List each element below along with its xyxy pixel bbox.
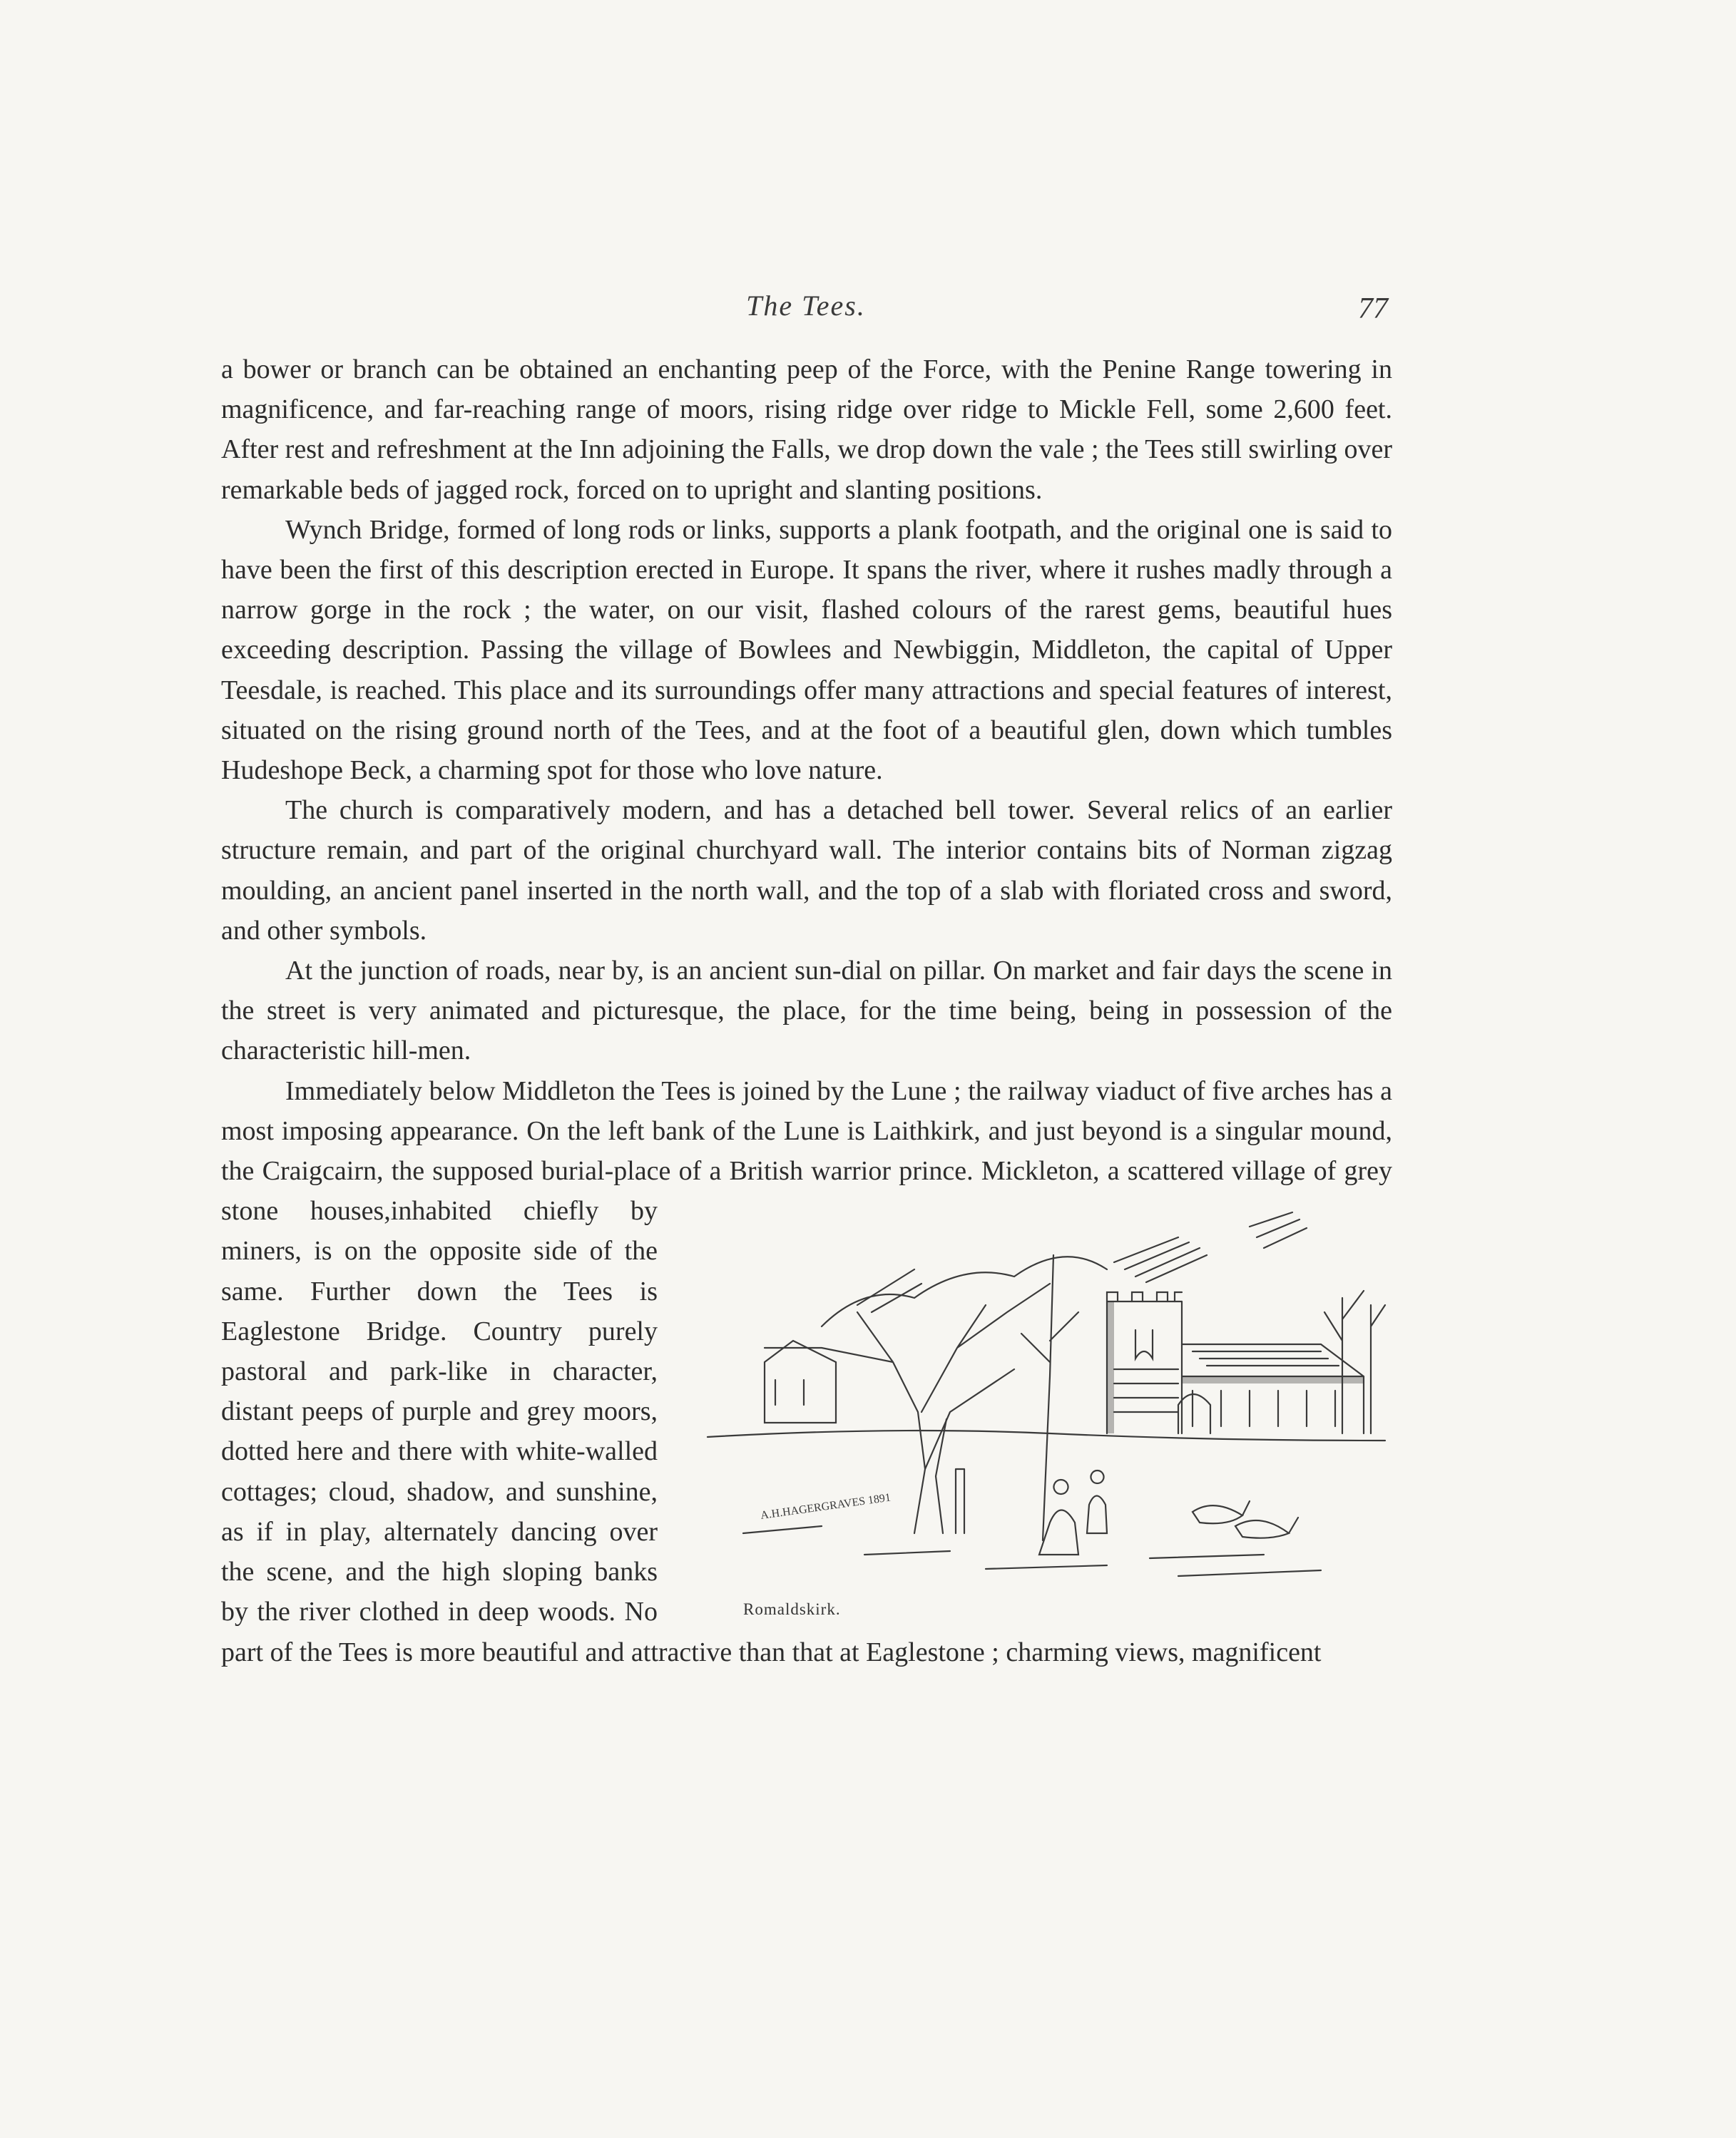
body-text <box>221 349 1392 1672</box>
figure-caption: Romaldskirk. <box>743 1600 841 1619</box>
paragraph-with-figure <box>221 1071 1392 1672</box>
artist-signature: A.H.HAGERGRAVES 1891 <box>760 1491 892 1523</box>
paragraph: Wynch Bridge, formed of long rods or links, supports a plank footpath, and the original one is said to have been the first of this description erected in Europe. It spans the river, where it rushes madly through a narrow gorge in the rock ; the water, on our visit, flashed colours of the rarest gems, beautiful hues exceeding description. Passing the village of Bowlees and Newbiggin, Middleton, the capital of Upper Teesdale, is reached. This place and its surroundings offer many attractions and special features of interest, situated on the rising ground north of the Tees, and at the foot of a beautiful glen, down which tumbles Hudeshope Beck, a charming spot for those who love nature. <box>221 514 1392 786</box>
running-title: The Tees. <box>746 290 866 322</box>
romaldskirk-illustration <box>679 1198 1392 1630</box>
paragraph-text-before-figure: Immediately below Middleton the Tees is joined by the Lune ; the railway viaduct of five arches has a most imposing appearance. On the left bank of the Lune is Laithkirk, and just beyond is a singular mound, the Craigcairn, the supposed burial-place of a British warrior prince. Mickleton, a scattered village of grey stone houses, <box>221 1075 1392 1227</box>
paragraph-text-after-figure: inhabited chiefly by miners, is on the opposite side of the same. Further down the Tees is Eaglestone Bridge. Country purely pastoral and park-like in character, distant peeps of purple and grey moors, dotted here and there with white-walled cottages; cloud, shadow, and sunshine, as if in play, alternately dancing over the scene, and the high sloping banks by the river clothed in deep woods. No part of the Tees is more beautiful and attractive than that at Eaglestone ; charming views, magnificent <box>221 1196 1322 1667</box>
page-number: 77 <box>1358 292 1388 325</box>
church-sketch <box>679 1198 1392 1597</box>
paragraph: At the junction of roads, near by, is an ancient sun-dial on pillar. On market and fair days the scene in the street is very animated and picturesque, the place, for the time being, being in possession of the characteristic hill-men. <box>221 956 1392 1066</box>
paragraph: The church is comparatively modern, and has a detached bell tower. Several relics of an earlier structure remain, and part of the original churchyard wall. The interior contains bits of Norman zigzag moulding, an ancient panel inserted in the north wall, and the top of a slab with floriated cross and sword, and other symbols. <box>221 795 1392 946</box>
page-header <box>221 289 1391 332</box>
paragraph: a bower or branch can be obtained an enchanting peep of the Force, with the Penine Range towering in magnificence, and far-reaching range of moors, rising ridge over ridge to Mickle Fell, some 2,600 feet. After rest and refreshment at the Inn adjoining the Falls, we drop down the vale ; the Tees still swirling over remarkable beds of jagged rock, forced on to upright and slanting positions. <box>221 354 1392 505</box>
